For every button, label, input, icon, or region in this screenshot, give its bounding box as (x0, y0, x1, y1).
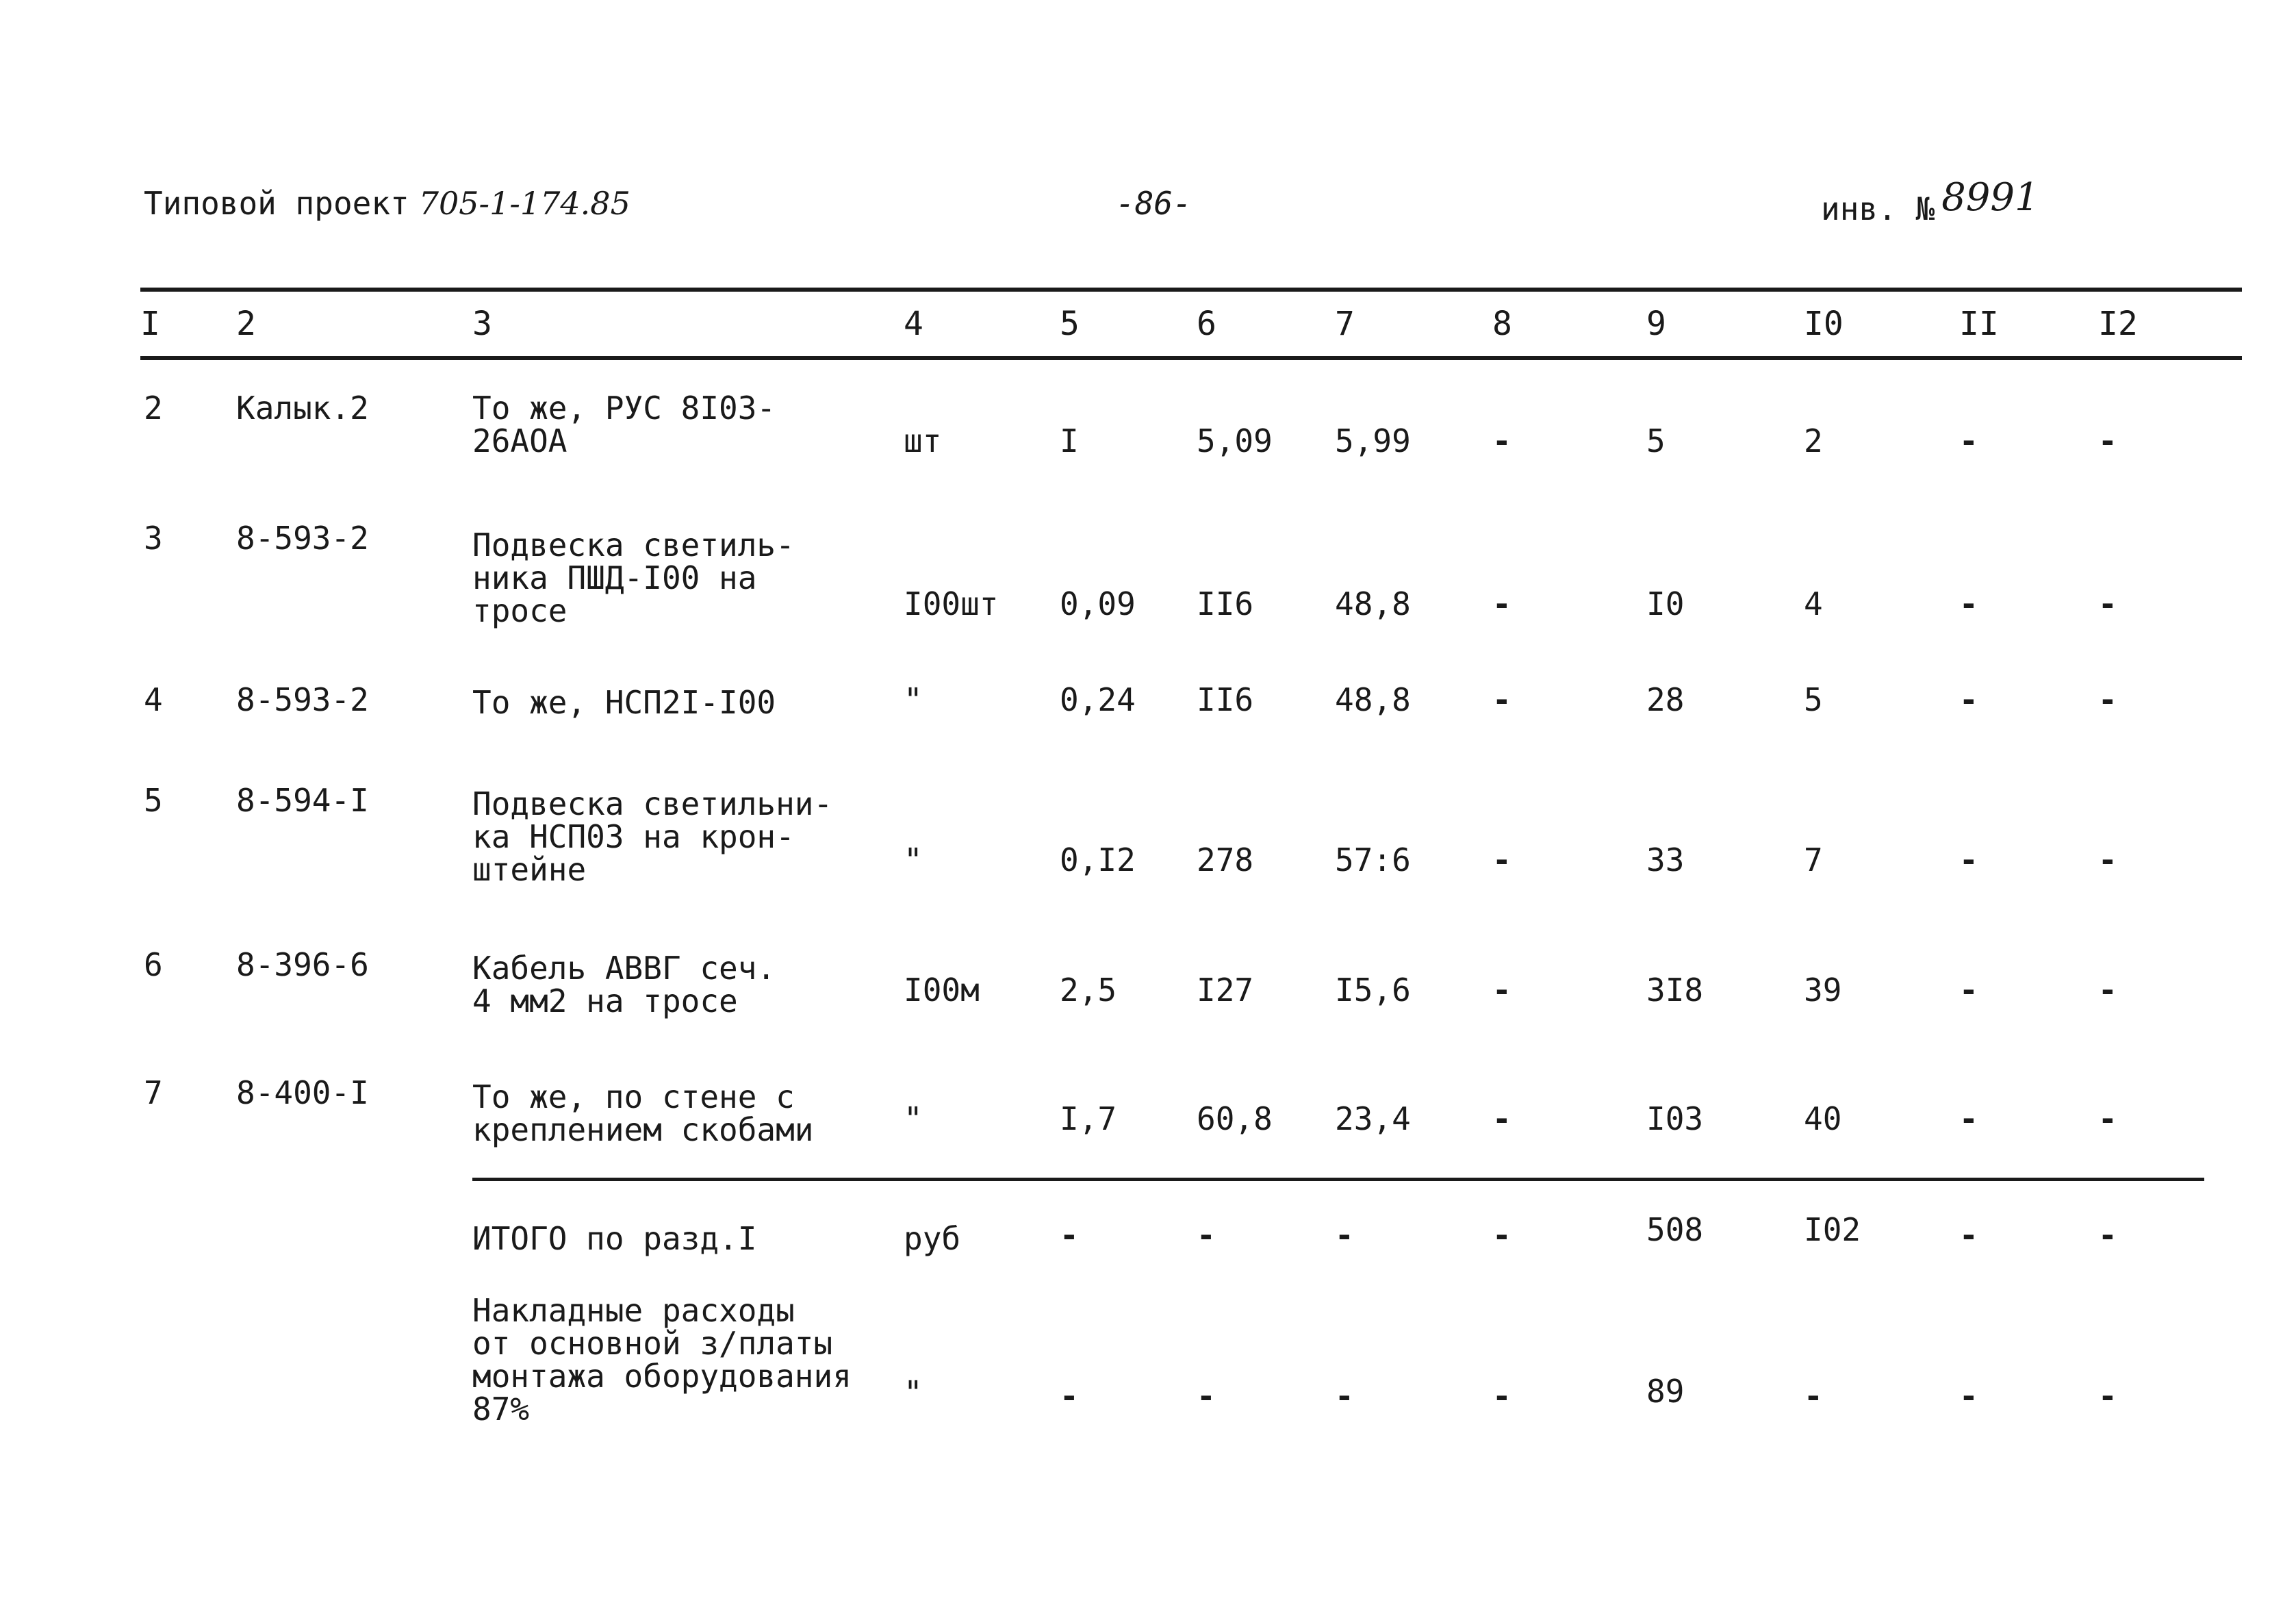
row-1-description: То же, РУС 8I03- 26АОА (472, 390, 776, 459)
row-3-col-1: 4 (144, 681, 163, 718)
row-3-description: То же, НСП2I-I00 (472, 684, 776, 721)
row-5-col-7: I5,6 (1335, 972, 1411, 1009)
row-1-col-9: 5 (1646, 422, 1666, 459)
row-6-col-5: I,7 (1060, 1100, 1117, 1137)
totals-1-col-9: 508 (1646, 1211, 1704, 1248)
table-top-rule (140, 288, 2242, 292)
row-2-unit: I00шт (904, 585, 999, 622)
row-3-unit: " (904, 681, 923, 718)
row-4-col-8: - (1492, 841, 1511, 878)
row-3-col-5: 0,24 (1060, 681, 1136, 718)
row-5-col-2: 8-396-6 (236, 946, 369, 983)
totals-2-col-11: - (1959, 1378, 1978, 1415)
row-4-col-7: 57:6 (1335, 841, 1411, 878)
totals-1-col-8: - (1492, 1217, 1511, 1254)
row-2-col-5: 0,09 (1060, 585, 1136, 622)
row-4-col-2: 8-594-I (236, 782, 369, 819)
column-header-4: 4 (904, 305, 923, 343)
totals-1-col-7: - (1335, 1217, 1354, 1254)
totals-2-col-8: - (1492, 1378, 1511, 1415)
row-4-col-11: - (1959, 841, 1978, 878)
row-3-col-6: II6 (1197, 681, 1254, 718)
row-2-col-7: 48,8 (1335, 585, 1411, 622)
row-5-col-12: - (2098, 972, 2117, 1009)
totals-1-col-6: - (1197, 1217, 1216, 1254)
column-header-12: I2 (2098, 305, 2138, 343)
column-header-1: I (140, 305, 160, 343)
row-2-col-6: II6 (1197, 585, 1254, 622)
totals-1-col-11: - (1959, 1217, 1978, 1254)
totals-1-col-5: - (1060, 1217, 1079, 1254)
row-5-col-8: - (1492, 972, 1511, 1009)
row-3-col-9: 28 (1646, 681, 1685, 718)
column-header-9: 9 (1646, 305, 1666, 343)
column-header-11: II (1959, 305, 1999, 343)
row-6-col-7: 23,4 (1335, 1100, 1411, 1137)
column-header-6: 6 (1197, 305, 1216, 343)
row-5-col-1: 6 (144, 946, 163, 983)
row-5-col-5: 2,5 (1060, 972, 1117, 1009)
totals-1-col-10: I02 (1804, 1211, 1861, 1248)
row-1-col-7: 5,99 (1335, 422, 1411, 459)
row-1-col-5: I (1060, 422, 1079, 459)
row-1-unit: шт (904, 422, 942, 459)
row-2-col-2: 8-593-2 (236, 520, 369, 557)
column-header-2: 2 (236, 305, 256, 343)
column-header-5: 5 (1060, 305, 1080, 343)
totals-2-col-6: - (1197, 1378, 1216, 1415)
row-1-col-2: Калык.2 (236, 390, 369, 427)
row-6-col-11: - (1959, 1100, 1978, 1137)
row-6-col-12: - (2098, 1100, 2117, 1137)
row-4-unit: " (904, 841, 923, 878)
column-header-8: 8 (1492, 305, 1512, 343)
row-3-col-7: 48,8 (1335, 681, 1411, 718)
row-2-col-12: - (2098, 585, 2117, 622)
totals-2-col-9: 89 (1646, 1373, 1685, 1410)
row-3-col-12: - (2098, 681, 2117, 718)
row-1-col-1: 2 (144, 390, 163, 427)
row-6-col-8: - (1492, 1100, 1511, 1137)
row-6-description: То же, по стене с креплением скобами (472, 1078, 814, 1148)
row-5-description: Кабель АВВГ сеч. 4 мм2 на тросе (472, 950, 776, 1019)
row-4-col-10: 7 (1804, 841, 1823, 878)
totals-1-col-12: - (2098, 1217, 2117, 1254)
totals-2-unit: " (904, 1374, 923, 1411)
row-2-col-8: - (1492, 585, 1511, 622)
row-2-col-9: I0 (1646, 585, 1685, 622)
project-label: Типовой проект (144, 185, 409, 222)
totals-1-unit: руб (904, 1220, 961, 1257)
row-5-unit: I00м (904, 972, 980, 1009)
row-1-col-11: - (1959, 422, 1978, 459)
inventory-label: инв. № (1821, 190, 1935, 227)
row-2-col-11: - (1959, 585, 1978, 622)
row-4-col-5: 0,I2 (1060, 841, 1136, 878)
row-1-col-8: - (1492, 422, 1511, 459)
row-5-col-6: I27 (1197, 972, 1254, 1009)
row-6-col-1: 7 (144, 1074, 163, 1111)
totals-2-col-5: - (1060, 1378, 1079, 1415)
row-2-col-10: 4 (1804, 585, 1823, 622)
row-6-col-6: 60,8 (1197, 1100, 1273, 1137)
row-1-col-6: 5,09 (1197, 422, 1273, 459)
row-4-col-12: - (2098, 841, 2117, 878)
row-5-col-10: 39 (1804, 972, 1842, 1009)
row-2-col-1: 3 (144, 520, 163, 557)
totals-2-col-12: - (2098, 1378, 2117, 1415)
row-3-col-10: 5 (1804, 681, 1823, 718)
row-2-description: Подвеска светиль- ника ПШД-I00 на тросе (472, 527, 795, 629)
totals-rule (472, 1178, 2204, 1181)
row-4-col-9: 33 (1646, 841, 1685, 878)
inventory-number-handwritten: 8991 (1941, 175, 2039, 220)
row-4-description: Подвеска светильни- ка НСП03 на крон- штейне (472, 785, 833, 888)
row-3-col-11: - (1959, 681, 1978, 718)
project-title (144, 185, 630, 222)
totals-2-description: Накладные расходы от основной з/платы монтажа оборудования 87% (472, 1292, 852, 1428)
table-header-rule (140, 356, 2242, 360)
row-4-col-1: 5 (144, 782, 163, 819)
row-6-col-9: I03 (1646, 1100, 1704, 1137)
column-header-10: I0 (1804, 305, 1844, 343)
inventory-number (1821, 175, 2039, 229)
column-header-7: 7 (1335, 305, 1355, 343)
row-4-col-6: 278 (1197, 841, 1254, 878)
row-5-col-11: - (1959, 972, 1978, 1009)
row-6-col-2: 8-400-I (236, 1074, 369, 1111)
project-number-handwritten: 705-1-174.85 (418, 185, 630, 222)
totals-1-description: ИТОГО по разд.I (472, 1220, 757, 1257)
row-5-col-9: 3I8 (1646, 972, 1704, 1009)
row-3-col-2: 8-593-2 (236, 681, 369, 718)
row-6-col-10: 40 (1804, 1100, 1842, 1137)
row-1-col-10: 2 (1804, 422, 1823, 459)
row-6-unit: " (904, 1100, 923, 1137)
page-number: -86- (1116, 185, 1192, 222)
row-3-col-8: - (1492, 681, 1511, 718)
totals-2-col-7: - (1335, 1378, 1354, 1415)
column-header-3: 3 (472, 305, 492, 343)
row-1-col-12: - (2098, 422, 2117, 459)
totals-2-col-10: - (1804, 1378, 1823, 1415)
